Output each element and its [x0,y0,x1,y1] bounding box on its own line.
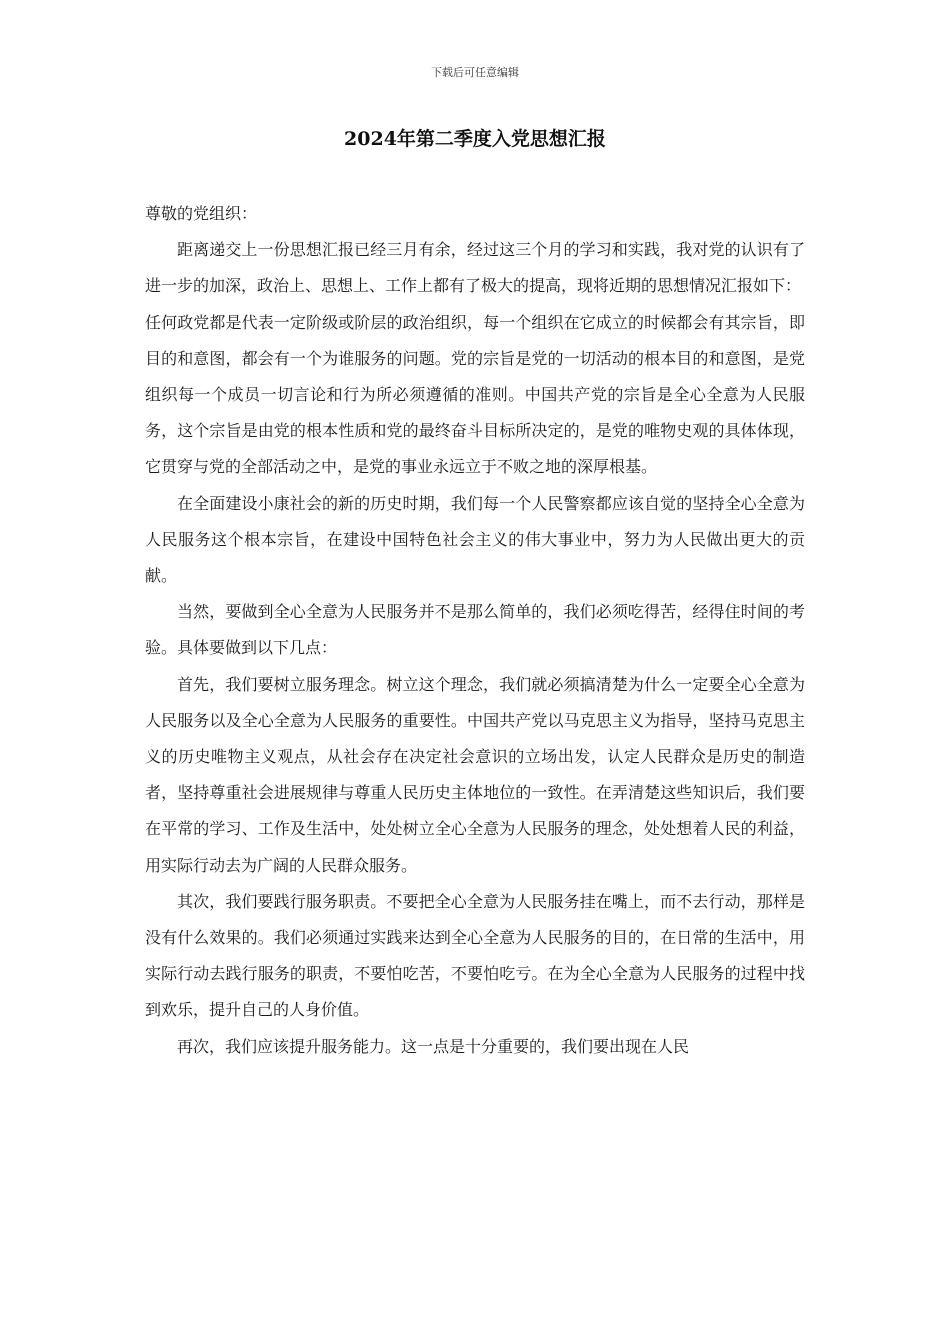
paragraph-new-era: 在全面建设小康社会的新的历史时期，我们每一个人民警察都应该自觉的坚持全心全意为人民服务这个根本宗旨，在建设中国特色社会主义的伟大事业中，努力为人民做出更大的贡献。 [145,493,805,586]
paragraph-third-point: 再次，我们应该提升服务能力。这一点是十分重要的，我们要出现在人民 [177,1036,690,1056]
paragraph-intro: 距离递交上一份思想汇报已经三月有余，经过这三个月的学习和实践，我对党的认识有了进一步的加深，政治上、思想上、工作上都有了极大的提高，现将近期的思想情况汇报如下： [145,240,805,296]
header-note: 下载后可任意编辑 [431,66,519,79]
paragraph-points-intro: 当然，要做到全心全意为人民服务并不是那么简单的，我们必须吃得苦，经得住时间的考验。具体要做到以下几点： [145,602,805,658]
salutation: 尊敬的党组织： [145,204,258,223]
paragraph-party-purpose: 任何政党都是代表一定阶级或阶层的政治组织，每一个组织在它成立的时候都会有其宗旨，即目的和意图，都会有一个为谁服务的问题。党的宗旨是党的一切活动的根本目的和意图，是党组织每一个成员一切言论和行为所必须遵循的准则。中国共产党的宗旨是全心全意为人民服务，这个宗旨是由党的根本性质和党的最终奋斗目标所决定的，是党的唯物史观的具体体现，它贯穿与党的全部活动之中，是党的事业永远立于不败之地的深厚根基。 [145,312,805,477]
paragraph-second-point: 其次，我们要践行服务职责。不要把全心全意为人民服务挂在嘴上，而不去行动，那样是没有什么效果的。我们必须通过实践来达到全心全意为人民服务的目的，在日常的生活中，用实际行动去践行服务的职责，不要怕吃苦，不要怕吃亏。在为全心全意为人民服务的过程中找到欢乐，提升自己的人身价值。 [145,891,805,1020]
document-body [145,196,805,1065]
document-title: 2024年第二季度入党思想汇报 [344,128,606,150]
paragraph-first-point: 首先，我们要树立服务理念。树立这个理念，我们就必须搞清楚为什么一定要全心全意为人民服务以及全心全意为人民服务的重要性。中国共产党以马克思主义为指导，坚持马克思主义的历史唯物主义观点，从社会存在决定社会意识的立场出发，认定人民群众是历史的制造者，坚持尊重社会进展规律与尊重人民历史主体地位的一致性。在弄清楚这些知识后，我们要在平常的学习、工作及生活中，处处树立全心全意为人民服务的理念，处处想着人民的利益，用实际行动去为广阔的人民群众服务。 [145,674,805,875]
